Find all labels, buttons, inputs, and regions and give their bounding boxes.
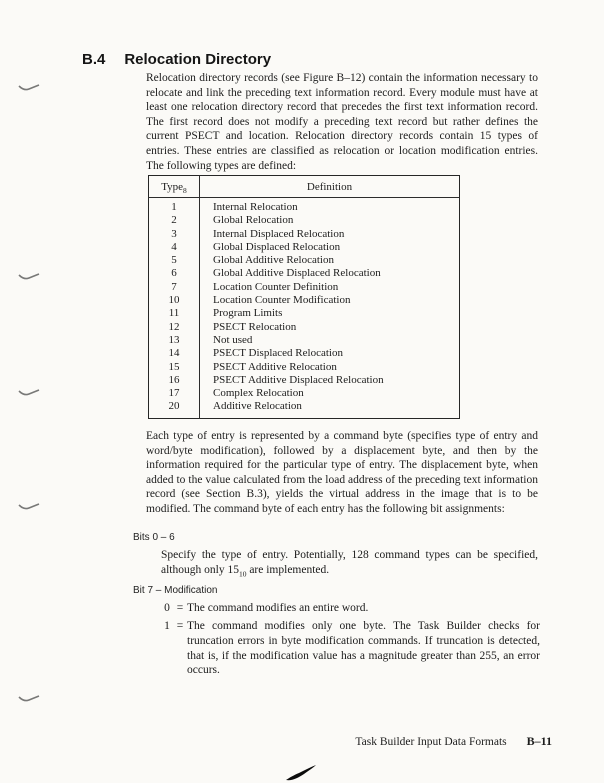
section-number: B.4: [82, 51, 106, 68]
table-row: 5 Global Additive Relocation: [149, 254, 460, 267]
bit-value: 1: [164, 620, 170, 632]
table-row: 17 Complex Relocation: [149, 387, 460, 400]
page-number: B–11: [526, 734, 552, 748]
footer-title: Task Builder Input Data Formats: [355, 736, 507, 748]
table-row: 3 Internal Displaced Relocation: [149, 228, 460, 241]
table-row: 14 PSECT Displaced Relocation: [149, 347, 460, 360]
bit7-item-word: [161, 601, 540, 616]
decimal-subscript: 10: [238, 569, 247, 579]
table-row: 6 Global Additive Displaced Relocation: [149, 267, 460, 280]
bit-7-label: Bit 7 – Modification: [133, 585, 218, 596]
octal-subscript: 8: [183, 186, 187, 196]
margin-scan-mark-icon: [18, 693, 40, 703]
intro-paragraph: Relocation directory records (see Figure B–12) contain the information necessary to relocate and link the preceding text information record. Every module must have at least one relocation directory record that precedes the first text information record. The first record does not modify a preceding text record but rather defines the current PSECT and location. Relocation directory records contain 15 types of entries. These entries are classified as relocation or location modification entries. The following types are defined:: [146, 72, 538, 172]
relocation-types-table: [148, 175, 460, 419]
bit-description: The command modifies only one byte. The Task Builder checks for truncation errors in byte modification commands. If truncation is detected, that is, if the modification value has a magnitude greater than 255, an error occurs.: [187, 620, 540, 677]
section-title: Relocation Directory: [124, 51, 272, 68]
table-row: 1 Internal Relocation: [149, 198, 460, 215]
table-row: 16 PSECT Additive Displaced Relocation: [149, 374, 460, 387]
margin-scan-mark-icon: [18, 82, 40, 92]
bit7-item-byte: [161, 619, 540, 678]
column-header-type: Type$_8$: [149, 176, 200, 198]
bits-0-6-label: Bits 0 – 6: [133, 532, 175, 543]
table-row: 11 Program Limits: [149, 307, 460, 320]
table-row: 2 Global Relocation: [149, 214, 460, 227]
margin-scan-mark-icon: [18, 271, 40, 281]
table-row: 20 Additive Relocation: [149, 400, 460, 418]
section-heading: [82, 51, 271, 68]
bit-description: The command modifies an entire word.: [187, 602, 369, 614]
equals-sign: =: [176, 620, 184, 632]
table-row: 12 PSECT Relocation: [149, 321, 460, 334]
table-row: 15 PSECT Additive Relocation: [149, 361, 460, 374]
equals-sign: =: [176, 602, 184, 614]
table-row: 13 Not used: [149, 334, 460, 347]
margin-scan-mark-icon: [18, 387, 40, 397]
page-footer: [355, 734, 552, 749]
bit-value: 0: [164, 602, 170, 614]
table-row: 10 Location Counter Modification: [149, 294, 460, 307]
table-row: 4 Global Displaced Relocation: [149, 241, 460, 254]
command-byte-paragraph: Each type of entry is represented by a command byte (specifies type of entry and word/byte modification), followed by a displacement byte, and then by the information required for the particular type of entry. The displacement byte, when added to the value calculated from the load address of the preceding text information record (see Section B.3), yields the virtual address in the image that is to be modified. The command byte of each entry has the following bit assignments:: [146, 430, 538, 515]
table-row: 7 Location Counter Definition: [149, 281, 460, 294]
column-header-definition: Definition: [200, 176, 460, 198]
bits-0-6-text: Specify the type of entry. Potentially, 128 command types can be specified, although only $15_{10}$ are implemented.: [161, 549, 538, 579]
ink-stroke-mark-icon: [285, 764, 317, 783]
margin-scan-mark-icon: [18, 501, 40, 511]
table-header-row: [149, 176, 460, 198]
